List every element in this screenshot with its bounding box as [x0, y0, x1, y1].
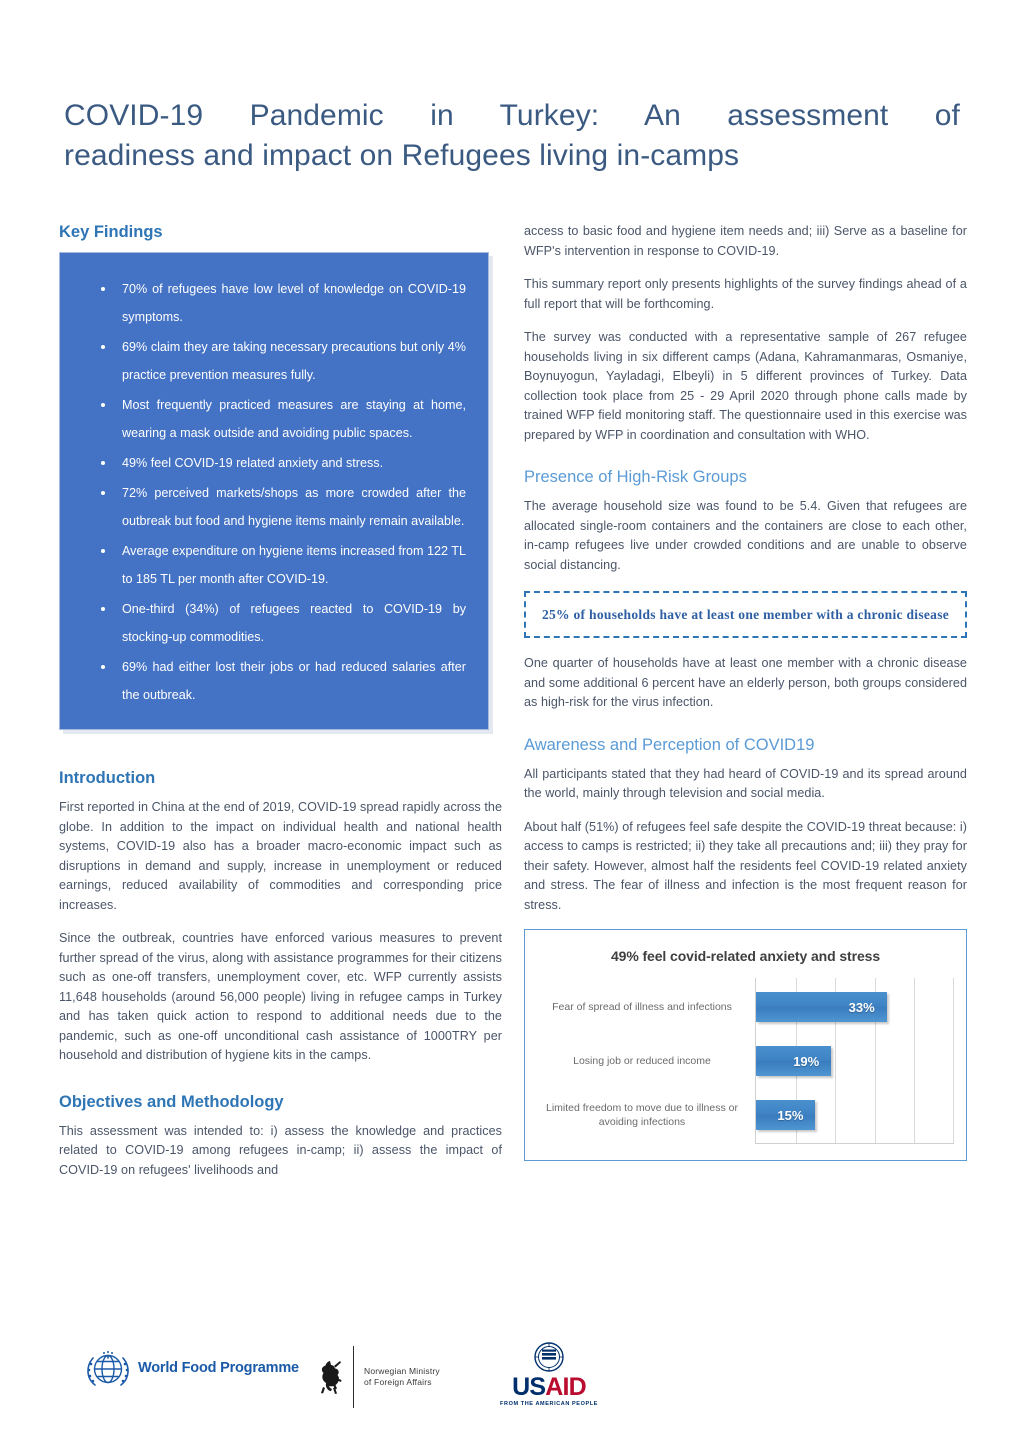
chart-category-label: Limited freedom to move due to illness or avoiding infections — [545, 1102, 738, 1128]
norway-logo-line-2: of Foreign Affairs — [364, 1377, 432, 1387]
left-column — [59, 222, 502, 1180]
page-title — [64, 96, 960, 176]
chart-bar — [756, 1046, 831, 1076]
bullet-icon — [101, 461, 105, 465]
introduction-paragraph-1: First reported in China at the end of 2019, COVID-19 spread rapidly across the globe. In addition to the impact on individual health and national health systems, COVID-19 also has a broader macro-economic impact such as disruptions in demand and supply, increase in unemployment or reduced earnings, reduced availability of commodities and corresponding price increases. — [59, 800, 502, 912]
anxiety-stress-bar-chart — [524, 929, 967, 1161]
usaid-wordmark-us: US — [512, 1373, 546, 1401]
list-item — [74, 391, 466, 447]
awareness-paragraph-1: All participants stated that they had heard of COVID-19 and its spread around the world, mainly through television and social media. — [524, 766, 967, 800]
awareness-paragraph-2: About half (51%) of refugees feel safe despite the COVID-19 threat because: i) access to camps is restricted; ii) they take all precautions and; iii) they pray for their safety. However, almost half the residents feel COVID-19 related anxiety and stress. The fear of illness and infection is the most frequent reason for stress. — [524, 819, 967, 912]
list-item — [74, 449, 466, 477]
high-risk-heading: Presence of High-Risk Groups — [524, 468, 747, 486]
chart-x-axis — [755, 1143, 954, 1144]
chart-category-label: Fear of spread of illness and infections — [552, 1001, 732, 1013]
list-item-text: 70% of refugees have low level of knowledge on COVID-19 symptoms. — [122, 282, 466, 324]
list-item-text: 49% feel COVID-19 related anxiety and stress. — [122, 456, 384, 470]
continuation-paragraph-1: access to basic food and hygiene item needs and; iii) Serve as a baseline for WFP's intervention in response to COVID-19. — [524, 224, 967, 258]
list-item — [74, 595, 466, 651]
bullet-icon — [101, 607, 105, 611]
title-line-1: COVID-19 Pandemic in Turkey: An assessment of — [64, 99, 960, 132]
introduction-paragraph-2: Since the outbreak, countries have enforced various measures to prevent further spread of the virus, along with assistance programmes for their citizens such as one-off transfers, unemployment cover, etc. WFP currently assists 11,648 households (around 56,000 people) living in refugee camps in Turkey and has taken quick action to respond to additional needs due to the pandemic, such as one-off unconditional cash assistance of 1000TRY per household and distribution of hygiene kits in the camps. — [59, 931, 502, 1062]
key-findings-panel — [59, 252, 495, 730]
chart-bar — [756, 992, 887, 1022]
list-item — [74, 275, 466, 331]
key-findings-heading: Key Findings — [59, 223, 163, 241]
chart-bars-area — [755, 978, 954, 1144]
bullet-icon — [101, 665, 105, 669]
bullet-icon — [101, 403, 105, 407]
chart-plot-area — [537, 978, 954, 1144]
norway-logo-line-1: Norwegian Ministry — [364, 1366, 440, 1376]
logo-divider — [353, 1346, 354, 1408]
list-item — [74, 537, 466, 593]
continuation-paragraph-2: This summary report only presents highlights of the survey findings ahead of a full report that will be forthcoming. — [524, 277, 967, 311]
list-item-text: 69% claim they are taking necessary precautions but only 4% practice prevention measures fully. — [122, 340, 466, 382]
chart-bar-value: 15% — [777, 1107, 804, 1123]
chart-category-labels — [537, 978, 755, 1144]
bullet-icon — [101, 287, 105, 291]
list-item-text: Average expenditure on hygiene items increased from 122 TL to 185 TL per month after COVID-19. — [122, 544, 466, 586]
chart-bar-value: 33% — [848, 999, 875, 1015]
norway-logo-text — [364, 1366, 440, 1388]
usaid-wordmark-aid: AID — [545, 1373, 586, 1401]
objectives-paragraph-1: This assessment was intended to: i) assess the knowledge and practices related to COVID-19 among refugees in-camp; ii) assess the impact of COVID-19 on refugees' livelihoods and — [59, 1123, 502, 1177]
usaid-tagline: FROM THE AMERICAN PEOPLE — [500, 1401, 598, 1407]
norwegian-lion-emblem-icon — [317, 1357, 343, 1397]
norway-logo — [317, 1346, 440, 1408]
statistic-callout-text: 25% of households have at least one member with a chronic disease — [541, 607, 950, 622]
chart-gridline — [953, 978, 954, 1144]
high-risk-paragraph-after: One quarter of households have at least one member with a chronic disease and some additional 6 percent have an elderly person, both groups considered as high-risk for the virus infection. — [524, 656, 967, 709]
right-column — [524, 222, 967, 1161]
wfp-logo-text: World Food Programme — [138, 1360, 299, 1376]
usaid-wordmark — [494, 1374, 604, 1400]
bullet-icon — [101, 345, 105, 349]
wfp-logo — [84, 1344, 299, 1392]
list-item-text: Most frequently practiced measures are staying at home, wearing a mask outside and avoiding public spaces. — [122, 398, 466, 440]
list-item — [74, 333, 466, 389]
awareness-heading: Awareness and Perception of COVID19 — [524, 735, 815, 754]
chart-title: 49% feel covid-related anxiety and stress — [610, 948, 881, 964]
title-line-2: readiness and impact on Refugees living in-camps — [64, 139, 740, 172]
list-item — [74, 479, 466, 535]
chart-bar — [756, 1100, 815, 1130]
continuation-paragraph-3: The survey was conducted with a representative sample of 267 refugee households living in six different camps (Adana, Kahramanmaras, Osmaniye, Boynuyogun, Yayladagi, Elbeyli) in 5 different provinces of Turkey. Data collection took place from 25 - 29 April 2020 through phone calls made by trained WFP field monitoring staff. The questionnaire used in this exercise was prepared by WFP in coordination and consultation with WHO. — [524, 330, 967, 442]
un-wheat-wreath-emblem-icon — [84, 1344, 132, 1392]
list-item-text: 69% had either lost their jobs or had reduced salaries after the outbreak. — [122, 660, 466, 702]
objectives-heading: Objectives and Methodology — [59, 1092, 284, 1111]
high-risk-paragraph: The average household size was found to be 5.4. Given that refugees are allocated single-room containers and the containers are close to each other, in-camp refugees live under crowded conditions and are unable to observe social distancing. — [524, 499, 967, 572]
chart-gridline — [914, 978, 915, 1144]
list-item-text: One-third (34%) of refugees reacted to COVID-19 by stocking-up commodities. — [122, 602, 466, 644]
chart-bar-value: 19% — [793, 1053, 820, 1069]
key-findings-list — [74, 275, 466, 709]
statistic-callout — [524, 591, 967, 638]
introduction-heading: Introduction — [59, 769, 156, 787]
footer-logos — [64, 1330, 960, 1430]
bullet-icon — [101, 549, 105, 553]
chart-category-label: Losing job or reduced income — [573, 1055, 711, 1067]
list-item-text: 72% perceived markets/shops as more crowded after the outbreak but food and hygiene items mainly remain available. — [122, 486, 466, 528]
usaid-seal-icon — [534, 1342, 564, 1372]
bullet-icon — [101, 491, 105, 495]
usaid-logo — [494, 1342, 604, 1407]
list-item — [74, 653, 466, 709]
